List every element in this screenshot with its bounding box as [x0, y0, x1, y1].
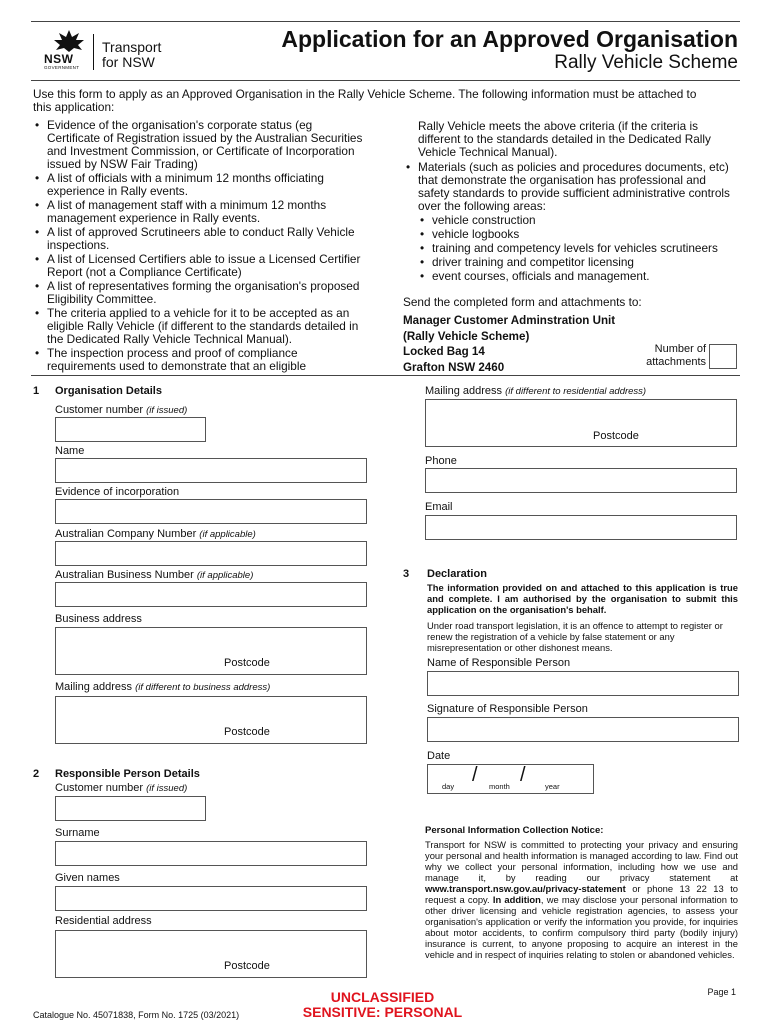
requirements-list-left — [33, 119, 363, 374]
section-1-number: 1 — [33, 385, 40, 397]
evidence-label: Evidence of incorporation — [55, 486, 180, 498]
catalogue-number: Catalogue No. 45071838, Form No. 1725 (03/2021) — [33, 1010, 240, 1020]
attachments-count-input[interactable] — [709, 344, 737, 369]
privacy-notice-title: Personal Information Collection Notice: — [425, 825, 604, 836]
abn-input[interactable] — [55, 582, 367, 607]
sub-list-item: • event courses, officials and management. — [418, 270, 734, 283]
list-item: • Materials (such as policies and procedures documents, etc) that demonstrate the organisation has professional and safety standards to provide sufficient administrative controls over the following areas: — [404, 161, 734, 213]
date-separator: / — [472, 764, 478, 786]
logo-for-nsw: for NSW — [102, 54, 155, 70]
business-address-input[interactable] — [55, 627, 367, 675]
address-line: Manager Customer Adminstration Unit — [403, 314, 616, 327]
year-label: year — [545, 782, 560, 791]
evidence-input[interactable] — [55, 499, 367, 524]
privacy-url-link[interactable]: www.transport.nsw.gov.au/privacy-statement — [425, 883, 626, 894]
section-3-number: 3 — [403, 568, 410, 580]
mailing-address-residential-input[interactable] — [425, 399, 737, 447]
responsible-name-label: Name of Responsible Person — [427, 657, 571, 669]
surname-input[interactable] — [55, 841, 367, 866]
transport-nsw-logo — [44, 28, 184, 76]
name-label: Name — [55, 445, 85, 457]
top-rule — [31, 21, 740, 22]
section-2-title: Responsible Person Details — [55, 768, 200, 780]
attachments-label-line1: Number of — [654, 343, 706, 355]
residential-address-label: Residential address — [55, 915, 152, 927]
attachments-label — [600, 343, 706, 369]
mailing-address-block — [403, 313, 615, 375]
page-number: Page 1 — [707, 987, 736, 997]
attachments-label-line2: attachments — [646, 356, 706, 368]
classification-marking — [290, 990, 475, 1020]
rp-customer-number-label: Customer number (if issued) — [55, 782, 188, 794]
address-line: (Rally Vehicle Scheme) — [403, 329, 530, 343]
logo-government: GOVERNMENT — [44, 65, 80, 70]
postcode-label: Postcode — [593, 430, 639, 442]
acn-label: Australian Company Number (if applicable) — [55, 528, 256, 540]
list-item: • A list of Licensed Certifiers able to issue a Licensed Certifier Report (not a Compliance Certificate) — [33, 253, 363, 279]
customer-number-input[interactable] — [55, 417, 206, 442]
business-address-label: Business address — [55, 613, 142, 625]
page-subtitle: Rally Vehicle Scheme — [554, 52, 738, 73]
sub-list-item: • driver training and competitor licensing — [418, 256, 734, 269]
address-line: Locked Bag 14 — [403, 345, 485, 358]
list-item: • A list of representatives forming the organisation's proposed Eligibility Committee. — [33, 280, 363, 306]
sub-list-item: • vehicle construction — [418, 214, 734, 227]
date-separator: / — [520, 764, 526, 786]
section-rule — [31, 375, 740, 376]
mailing-address-residential-label: Mailing address (if different to residential address) — [425, 385, 647, 397]
email-label: Email — [425, 501, 453, 513]
send-to-text: Send the completed form and attachments to: — [403, 295, 642, 309]
signature-label: Signature of Responsible Person — [427, 703, 588, 715]
name-input[interactable] — [55, 458, 367, 483]
email-input[interactable] — [425, 515, 737, 540]
acn-input[interactable] — [55, 541, 367, 566]
list-item: • The criteria applied to a vehicle for it to be accepted as an eligible Rally Vehicle (if different to the standards detailed in the Dedicated Rally Vehicle Technical Manual). — [33, 307, 363, 346]
date-label: Date — [427, 750, 451, 762]
given-names-label: Given names — [55, 872, 120, 884]
surname-label: Surname — [55, 827, 100, 839]
section-2-number: 2 — [33, 768, 40, 780]
logo-nsw: NSW — [44, 52, 74, 66]
address-line: Grafton NSW 2460 — [403, 360, 505, 374]
classification-line1: UNCLASSIFIED — [330, 989, 435, 1005]
residential-address-input[interactable] — [55, 930, 367, 978]
mailing-address-label: Mailing address (if different to business address) — [55, 681, 271, 693]
section-3-title: Declaration — [427, 568, 487, 580]
list-item: • A list of management staff with a minimum 12 months management experience in Rally events. — [33, 199, 363, 225]
continuation-text: Rally Vehicle meets the above criteria (if the criteria is different to the standards detailed in the Dedicated Rally Vehicle Technical Manual). — [418, 119, 711, 159]
sub-list-item: • training and competency levels for vehicles scrutineers — [418, 242, 734, 255]
logo-transport: Transport — [102, 39, 162, 55]
mailing-address-input[interactable] — [55, 696, 367, 744]
postcode-label: Postcode — [224, 726, 270, 738]
declaration-warning: Under road transport legislation, it is an offence to attempt to register or renew the registration of a vehicle by false statement or any misrepresentation or other dishonest means. — [427, 620, 723, 653]
day-label: day — [442, 782, 455, 791]
abn-label: Australian Business Number (if applicable) — [55, 569, 254, 581]
rp-customer-number-input[interactable] — [55, 796, 206, 821]
sub-list-item: • vehicle logbooks — [418, 228, 734, 241]
requirements-list-right — [404, 120, 734, 284]
intro-text: Use this form to apply as an Approved Organisation in the Rally Vehicle Scheme. The following information must be attached to this application: — [33, 87, 697, 114]
signature-input[interactable] — [427, 717, 739, 742]
responsible-name-input[interactable] — [427, 671, 739, 696]
postcode-label: Postcode — [224, 960, 270, 972]
given-names-input[interactable] — [55, 886, 367, 911]
month-label: month — [489, 782, 510, 791]
page-title: Application for an Approved Organisation — [281, 26, 738, 52]
customer-number-label: Customer number (if issued) — [55, 404, 188, 416]
list-item: • A list of officials with a minimum 12 months officiating experience in Rally events. — [33, 172, 363, 198]
list-item: • Evidence of the organisation's corporate status (eg Certificate of Registration issued by the Australian Securities and Investment Commission, or Certificate of Incorporation issued by NSW Fair Trading) — [33, 119, 363, 171]
section-1-title: Organisation Details — [55, 385, 162, 397]
classification-line2: SENSITIVE: PERSONAL — [302, 1004, 463, 1020]
phone-input[interactable] — [425, 468, 737, 493]
list-item: • A list of approved Scrutineers able to conduct Rally Vehicle inspections. — [33, 226, 363, 252]
privacy-notice-text: Transport for NSW is committed to protecting your privacy and ensuring your personal and health information is managed according to law. Find out why we collect your personal information, including how we use and manage it, by reading our privacy statement at www.transport.nsw.gov.au/privacy-statement or phone 13 22 13 to request a copy. In addition, we may disclose your personal information to other driver licensing and vehicle registration agencies, to assess your organisation's application or verify the information you provide, for inquiries about motor accidents, to confirm compulsory third party (bodily injury) insurance is current, to anyone proposing to acquire an interest in the vehicle and in respect of inquiries relating to stolen or abandoned vehicles. — [425, 839, 739, 960]
phone-label: Phone — [425, 455, 457, 467]
list-item: • The inspection process and proof of compliance requirements used to demonstrate that an eligible — [33, 347, 363, 373]
waratah-icon — [48, 28, 90, 54]
header-rule — [31, 80, 740, 81]
logo-divider — [93, 34, 94, 70]
postcode-label: Postcode — [224, 657, 270, 669]
declaration-statement: The information provided on and attached to this application is true and complete. I am authorised by the organisation to submit this application on the organisation's behalf. — [427, 582, 738, 615]
